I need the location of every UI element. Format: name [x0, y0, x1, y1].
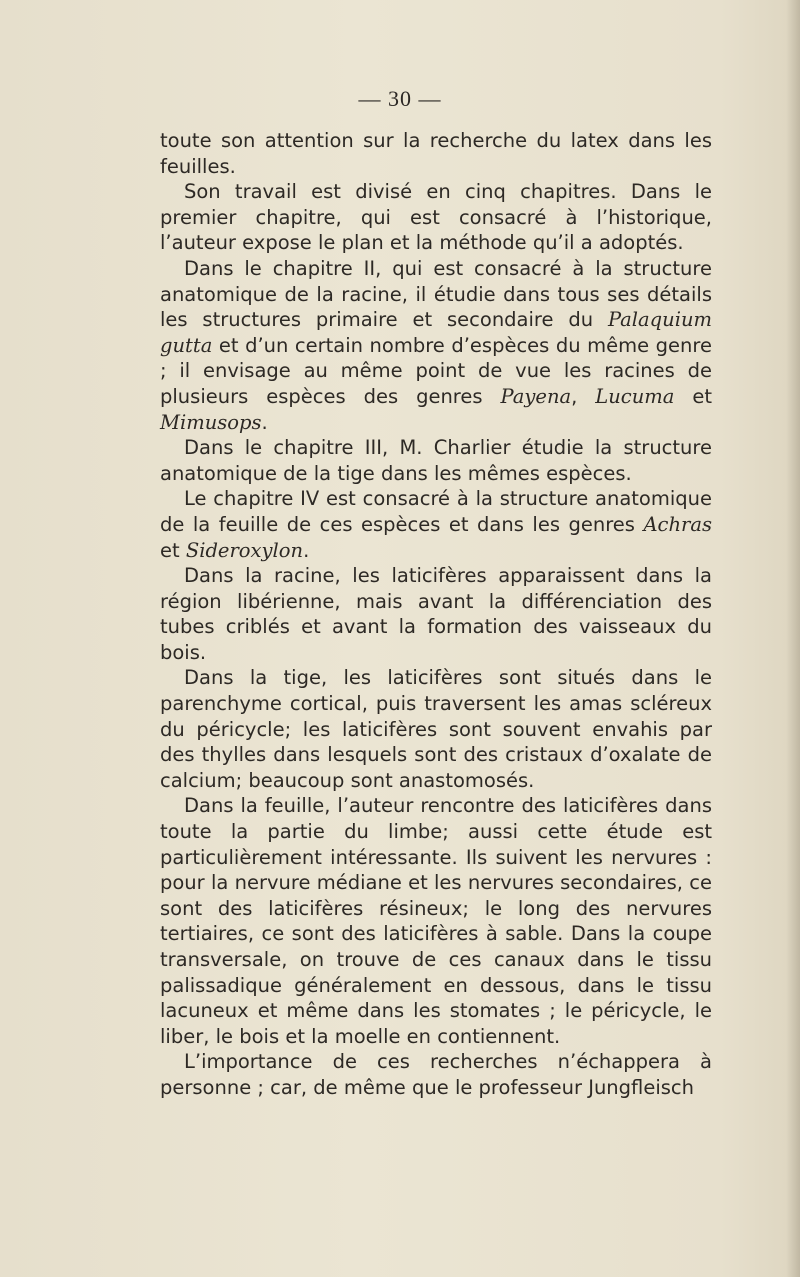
paragraph-1-text: toute son attention sur la recherche du latex dans les feuilles. — [160, 129, 712, 178]
paragraph-3-comma: , — [571, 384, 596, 408]
paragraph-8 — [160, 793, 712, 1049]
body-text — [160, 128, 712, 1101]
species-palaquium-gutta: Palaquium gutta — [160, 308, 712, 357]
paragraph-4 — [160, 435, 712, 486]
genus-mimusops: Mimusops — [160, 410, 262, 434]
paragraph-3 — [160, 256, 712, 435]
paragraph-5-conjunction: et — [160, 538, 186, 562]
paragraph-7 — [160, 665, 712, 793]
paragraph-9 — [160, 1049, 712, 1100]
genus-sideroxylon: Sideroxylon — [185, 538, 304, 562]
paragraph-8-text: Dans la feuille, l’auteur rencontre des laticifères dans toute la partie du limbe; aussi cette étude est particulièrement intéressante. Ils suivent les nervures : pour la nervure médiane et les nervures secondaires, ce sont des laticifères résineux; le long des nervures tertiaires, ce sont des laticifères à sable. Dans la coupe transversale, on trouve de ces canaux dans le tissu palissadique généralement en dessous, dans le tissu lacuneux et même dans les stomates ; le péricycle, le liber, le bois et la moelle en contiennent. — [160, 794, 712, 1048]
paragraph-3-text-b: et d’un certain nombre d’espèces du même genre ; il envisage au même point de vue les racines de plusieurs espèces des genres — [160, 333, 712, 408]
paragraph-2 — [160, 179, 712, 256]
paragraph-2-text: Son travail est divisé en cinq chapitres. Dans le premier chapitre, qui est consacré à l’historique, l’auteur expose le plan et la méthode qu’il a adoptés. — [160, 180, 712, 255]
page-number: — 30 — — [358, 86, 442, 111]
paragraph-3-conjunction: et — [674, 384, 713, 408]
page-edge-shadow — [786, 0, 800, 1277]
paragraph-7-text: Dans la tige, les laticifères sont situés dans le parenchyme cortical, puis traversent les amas scléreux du péricycle; les laticifères sont souvent envahis par des thylles dans lesquels sont des cristaux d’oxalate de calcium; beaucoup sont anastomosés. — [160, 666, 712, 792]
genus-lucuma: Lucuma — [595, 384, 675, 408]
paragraph-5 — [160, 486, 712, 563]
paragraph-6-text: Dans la racine, les laticifères apparaissent dans la région libérienne, mais avant la différenciation des tubes criblés et avant la formation des vaisseaux du bois. — [160, 564, 712, 664]
paragraph-3-text-a: Dans le chapitre II, qui est consacré à la structure anatomique de la racine, il étudie dans tous ses détails les structures primaire et secondaire du — [160, 256, 712, 332]
paragraph-9-text: L’importance de ces recherches n’échappera à personne ; car, de même que le professeur Jungfleisch — [160, 1050, 712, 1099]
paragraph-4-text: Dans le chapitre III, M. Charlier étudie la structure anatomique de la tige dans les mêmes espèces. — [160, 436, 712, 485]
paragraph-6 — [160, 563, 712, 665]
paragraph-1 — [160, 128, 712, 179]
paragraph-5-period: . — [303, 538, 310, 562]
paragraph-5-text-a: Le chapitre IV est consacré à la structure anatomique de la feuille de ces espèces et dans les genres — [160, 487, 712, 536]
paragraph-3-period: . — [261, 410, 268, 434]
genus-payena: Payena — [500, 384, 572, 408]
genus-achras: Achras — [643, 512, 712, 536]
